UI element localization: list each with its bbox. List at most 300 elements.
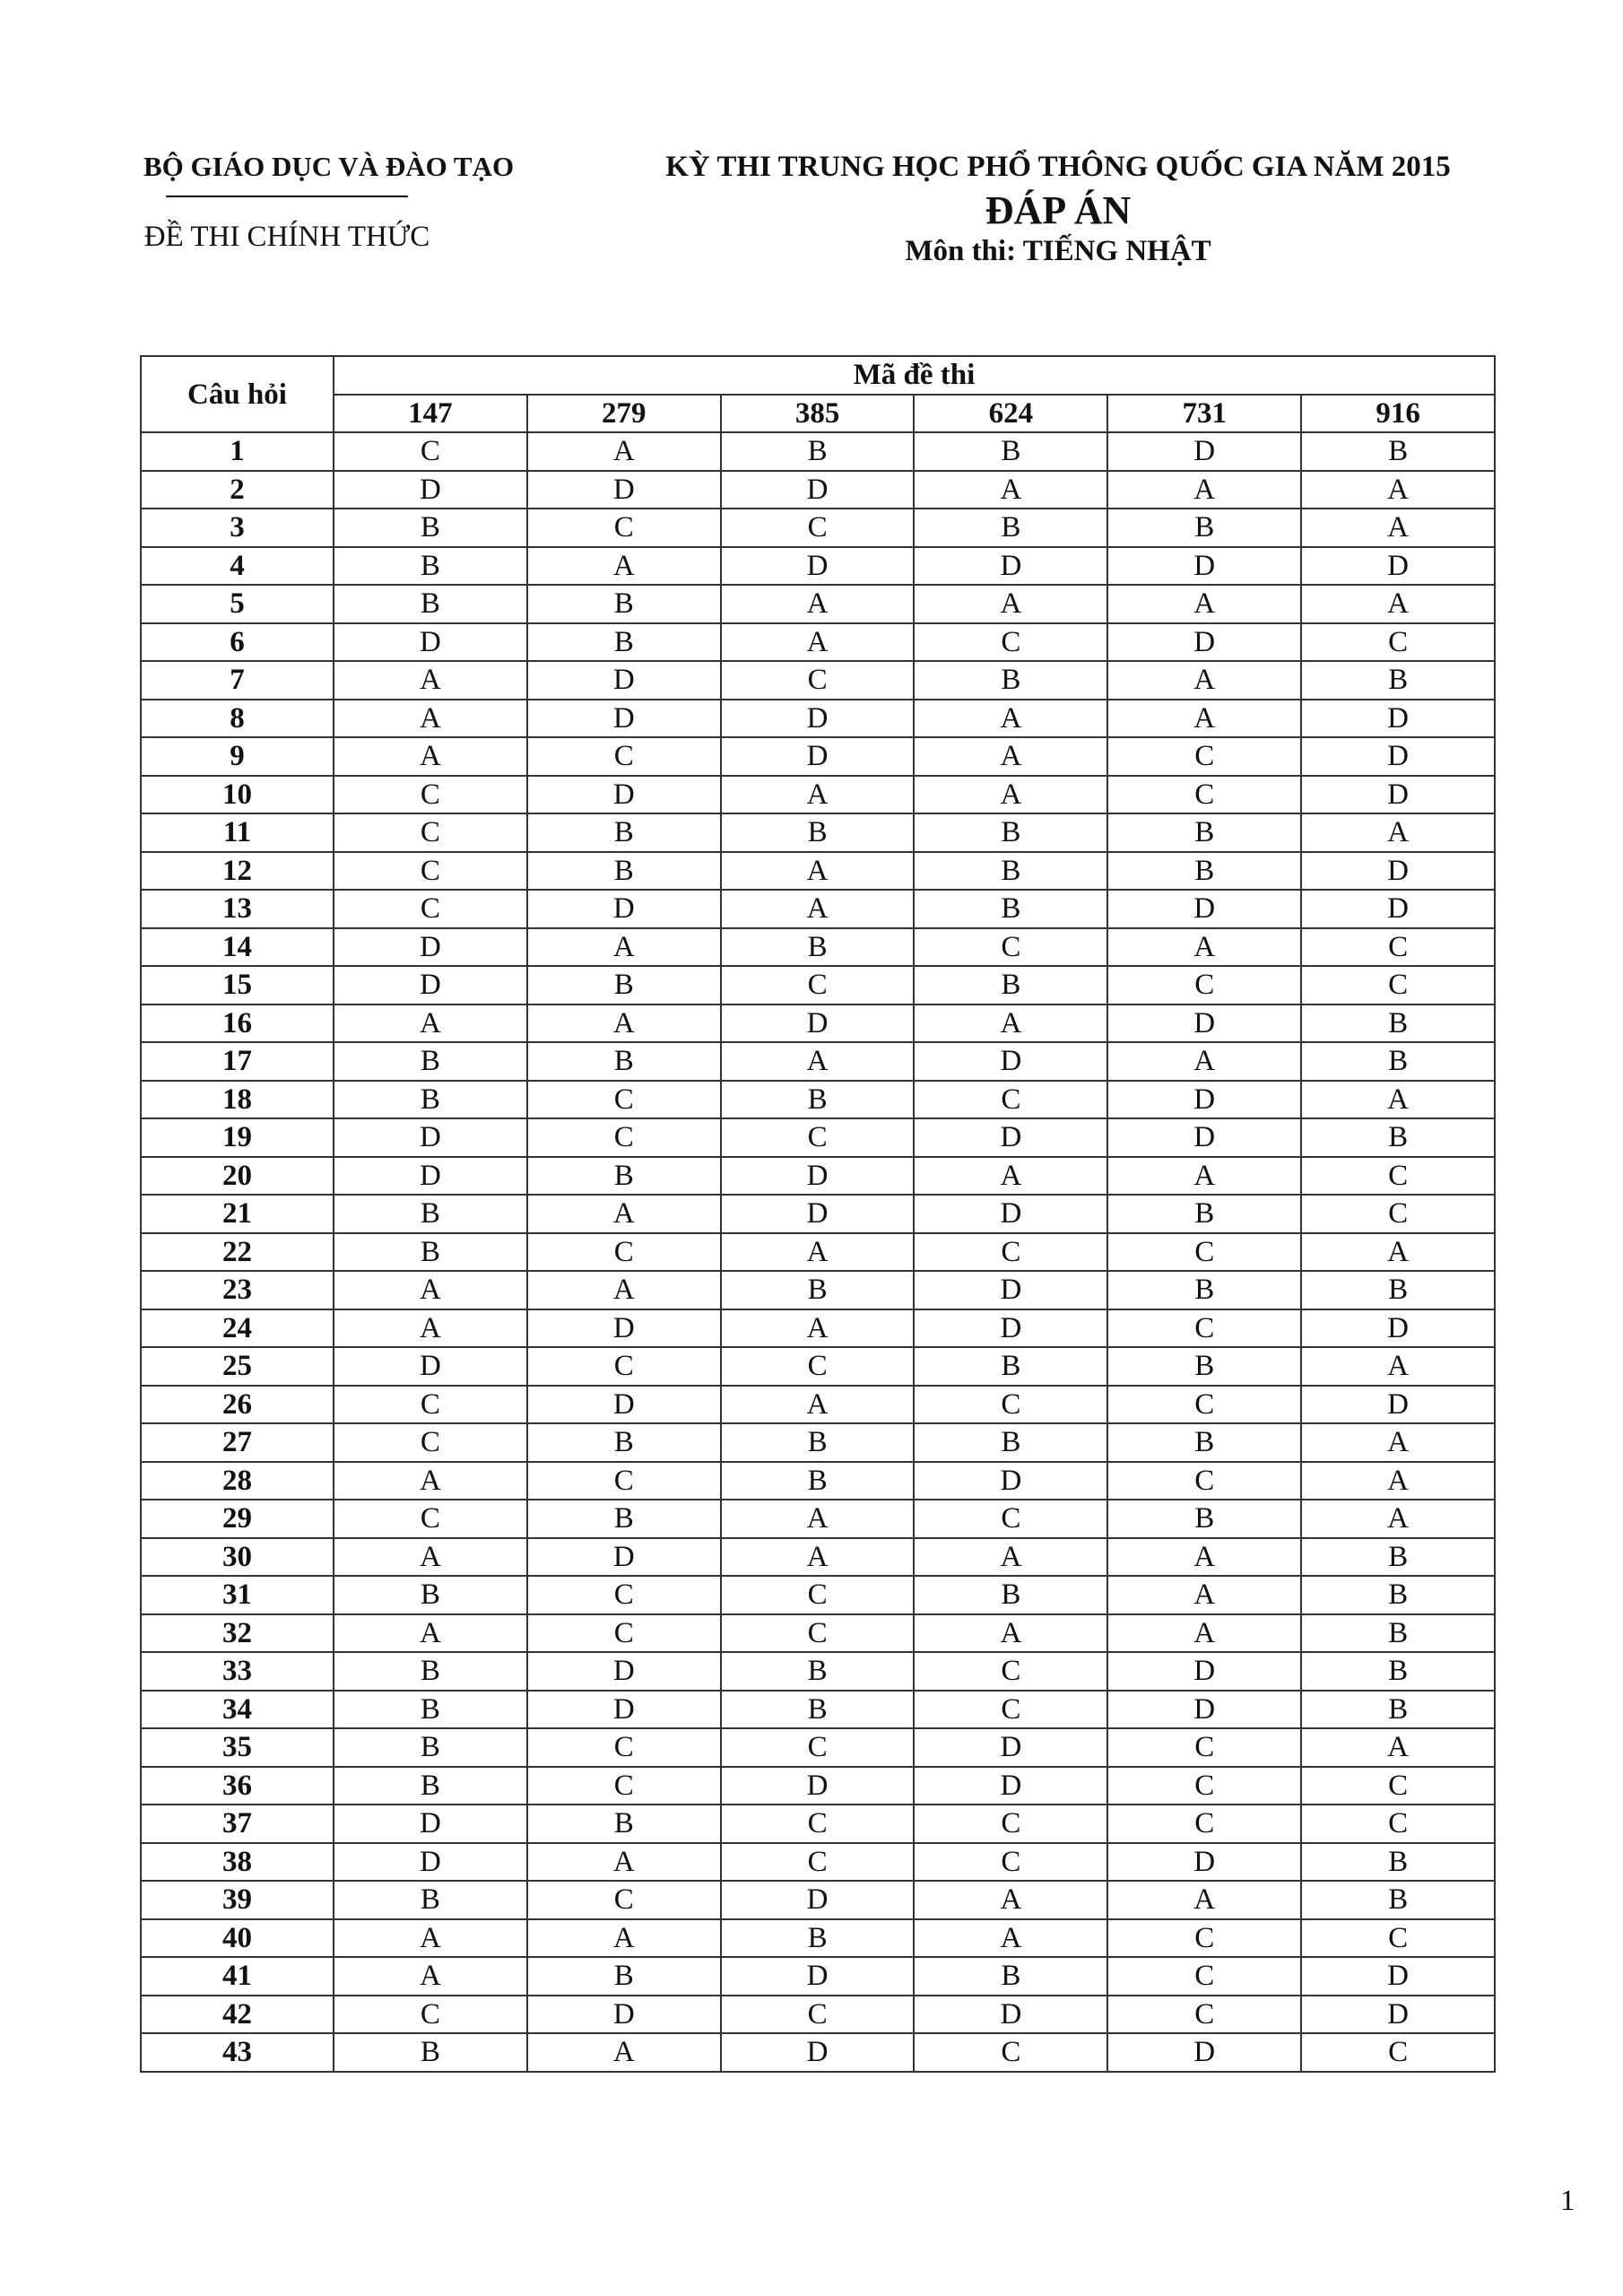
table-row	[141, 928, 1495, 967]
table-row	[141, 1118, 1495, 1157]
header-right	[619, 151, 1497, 268]
table-header-row	[141, 356, 1495, 395]
answer-cell: C	[1301, 1805, 1495, 1843]
answer-cell: C	[1107, 737, 1301, 776]
answer-cell: D	[914, 1309, 1107, 1348]
answer-cell: C	[914, 1386, 1107, 1424]
exam-title: KỲ THI TRUNG HỌC PHỔ THÔNG QUỐC GIA NĂM 2015	[665, 151, 1451, 183]
answer-cell: C	[527, 1881, 721, 1919]
answer-cell: B	[914, 813, 1107, 852]
exam-code-279: 279	[527, 395, 721, 433]
answer-cell: B	[334, 1042, 527, 1081]
answer-cell: C	[527, 1347, 721, 1386]
question-number: 12	[141, 852, 334, 891]
table-row	[141, 471, 1495, 509]
answer-cell: C	[334, 1500, 527, 1538]
answer-key-title: ĐÁP ÁN	[985, 188, 1132, 232]
answer-cell: C	[527, 1728, 721, 1767]
table-row	[141, 890, 1495, 928]
answer-cell: A	[1301, 1081, 1495, 1119]
answer-cell: B	[527, 1042, 721, 1081]
table-row	[141, 585, 1495, 623]
answer-cell: C	[334, 1996, 527, 2034]
answer-cell: B	[527, 1500, 721, 1538]
answer-cell: A	[527, 1843, 721, 1882]
answer-cell: B	[1107, 813, 1301, 852]
question-number: 36	[141, 1767, 334, 1805]
answer-cell: B	[914, 509, 1107, 547]
answer-cell: A	[721, 585, 915, 623]
answer-cell: C	[1107, 776, 1301, 814]
answer-cell: B	[334, 1881, 527, 1919]
answer-cell: B	[914, 966, 1107, 1004]
exam-code-624: 624	[914, 395, 1107, 433]
answer-cell: A	[527, 432, 721, 471]
question-number: 33	[141, 1652, 334, 1691]
question-number: 23	[141, 1271, 334, 1309]
question-number: 16	[141, 1004, 334, 1043]
exam-code-147: 147	[334, 395, 527, 433]
answer-cell: A	[721, 852, 915, 891]
answer-cell: A	[1107, 1042, 1301, 1081]
answer-cell: C	[1107, 1233, 1301, 1272]
question-number: 14	[141, 928, 334, 967]
table-row	[141, 776, 1495, 814]
answer-cell: B	[1301, 1843, 1495, 1882]
answer-cell: C	[914, 1233, 1107, 1272]
answer-cell: C	[527, 1081, 721, 1119]
answer-cell: C	[914, 1691, 1107, 1729]
answer-cell: C	[1301, 1767, 1495, 1805]
answer-cell: C	[914, 1081, 1107, 1119]
answer-cell: C	[721, 1118, 915, 1157]
answer-cell: B	[914, 890, 1107, 928]
answer-cell: D	[914, 1118, 1107, 1157]
answer-cell: D	[914, 1042, 1107, 1081]
answer-cell: A	[334, 1614, 527, 1653]
question-number: 31	[141, 1576, 334, 1614]
answer-cell: D	[1301, 1996, 1495, 2034]
answer-cell: D	[721, 471, 915, 509]
answer-cell: B	[1107, 852, 1301, 891]
answer-cell: C	[334, 890, 527, 928]
answer-cell: A	[721, 1233, 915, 1272]
table-row	[141, 1347, 1495, 1386]
answer-cell: B	[527, 1157, 721, 1196]
answer-cell: B	[1301, 1881, 1495, 1919]
answer-cell: D	[334, 1118, 527, 1157]
ministry-name: BỘ GIÁO DỤC VÀ ĐÀO TẠO	[143, 151, 515, 182]
question-number: 2	[141, 471, 334, 509]
answer-cell: D	[721, 1157, 915, 1196]
answer-cell: B	[721, 928, 915, 967]
question-number: 11	[141, 813, 334, 852]
question-number: 28	[141, 1462, 334, 1500]
question-number: 1	[141, 432, 334, 471]
question-number: 25	[141, 1347, 334, 1386]
answer-cell: D	[1107, 1652, 1301, 1691]
answer-cell: A	[1107, 661, 1301, 700]
answer-cell: C	[721, 1347, 915, 1386]
table-row	[141, 1805, 1495, 1843]
answer-cell: B	[721, 813, 915, 852]
table-row	[141, 1881, 1495, 1919]
answer-cell: A	[721, 623, 915, 662]
table-row	[141, 1767, 1495, 1805]
table-row	[141, 1728, 1495, 1767]
answer-cell: D	[914, 1462, 1107, 1500]
answer-cell: D	[334, 966, 527, 1004]
question-number: 35	[141, 1728, 334, 1767]
answer-cell: B	[1107, 1195, 1301, 1233]
answer-cell: B	[334, 509, 527, 547]
answer-cell: C	[1107, 1462, 1301, 1500]
answer-cell: B	[1107, 1423, 1301, 1462]
question-number: 13	[141, 890, 334, 928]
table-row	[141, 1081, 1495, 1119]
answer-cell: C	[527, 1767, 721, 1805]
question-number: 34	[141, 1691, 334, 1729]
answer-cell: C	[1301, 1157, 1495, 1196]
question-number: 24	[141, 1309, 334, 1348]
answer-cell: C	[721, 1805, 915, 1843]
answer-cell: A	[334, 1004, 527, 1043]
question-number: 29	[141, 1500, 334, 1538]
answer-cell: A	[334, 1462, 527, 1500]
question-number: 7	[141, 661, 334, 700]
answer-cell: D	[334, 623, 527, 662]
question-number: 26	[141, 1386, 334, 1424]
table-row	[141, 661, 1495, 700]
answer-cell: D	[721, 737, 915, 776]
table-row	[141, 1919, 1495, 1958]
question-number: 4	[141, 547, 334, 586]
answer-cell: A	[914, 776, 1107, 814]
official-exam-label: ĐỀ THI CHÍNH THỨC	[143, 221, 430, 253]
question-number: 15	[141, 966, 334, 1004]
question-number: 32	[141, 1614, 334, 1653]
answer-cell: C	[334, 432, 527, 471]
answer-cell: B	[527, 813, 721, 852]
answer-cell: A	[527, 2033, 721, 2072]
table-row	[141, 623, 1495, 662]
table-row	[141, 2033, 1495, 2072]
answer-cell: C	[334, 776, 527, 814]
answer-cell: C	[721, 661, 915, 700]
answer-cell: B	[1301, 1118, 1495, 1157]
answer-cell: D	[1301, 1957, 1495, 1996]
answer-cell: B	[334, 1081, 527, 1119]
answer-cell: D	[1301, 1309, 1495, 1348]
exam-code-916: 916	[1301, 395, 1495, 433]
answer-cell: B	[721, 1271, 915, 1309]
answer-cell: A	[334, 700, 527, 738]
answer-cell: D	[721, 2033, 915, 2072]
answer-cell: C	[527, 1576, 721, 1614]
table-row	[141, 1614, 1495, 1653]
answer-cell: D	[1107, 1004, 1301, 1043]
table-row	[141, 509, 1495, 547]
answer-cell: D	[1107, 1081, 1301, 1119]
answer-cell: B	[1301, 1652, 1495, 1691]
answer-cell: B	[1107, 509, 1301, 547]
answer-cell: D	[527, 776, 721, 814]
answer-cell: B	[721, 1081, 915, 1119]
answer-cell: D	[1107, 432, 1301, 471]
answer-cell: B	[527, 1957, 721, 1996]
answer-cell: D	[1107, 547, 1301, 586]
answer-cell: B	[1107, 1500, 1301, 1538]
answer-cell: C	[1107, 1767, 1301, 1805]
question-number: 3	[141, 509, 334, 547]
answer-cell: A	[1301, 1728, 1495, 1767]
answer-cell: A	[914, 1538, 1107, 1577]
question-number: 17	[141, 1042, 334, 1081]
answer-cell: B	[1301, 1614, 1495, 1653]
answer-cell: A	[914, 1614, 1107, 1653]
answer-cell: B	[914, 1957, 1107, 1996]
page-number: 1	[1560, 2185, 1575, 2217]
header-divider	[166, 196, 408, 197]
question-number: 5	[141, 585, 334, 623]
answer-cell: B	[721, 432, 915, 471]
table-row	[141, 1500, 1495, 1538]
answer-cell: C	[721, 1614, 915, 1653]
answer-cell: D	[721, 1957, 915, 1996]
answer-cell: A	[334, 1957, 527, 1996]
answer-cell: B	[1301, 1271, 1495, 1309]
answer-cell: B	[914, 661, 1107, 700]
answer-cell: D	[914, 1195, 1107, 1233]
answer-cell: D	[527, 1652, 721, 1691]
answer-cell: B	[334, 1728, 527, 1767]
answer-cell: C	[527, 509, 721, 547]
answer-cell: A	[914, 700, 1107, 738]
answer-cell: A	[1301, 1500, 1495, 1538]
answer-cell: A	[914, 1919, 1107, 1958]
answer-cell: D	[1301, 1386, 1495, 1424]
answer-cell: D	[334, 1347, 527, 1386]
answer-cell: B	[1301, 432, 1495, 471]
answer-cell: C	[1301, 966, 1495, 1004]
answer-cell: C	[914, 623, 1107, 662]
table-row	[141, 432, 1495, 471]
answer-cell: C	[1107, 1957, 1301, 1996]
answer-cell: A	[914, 737, 1107, 776]
answer-cell: C	[1107, 1728, 1301, 1767]
answer-cell: A	[721, 1500, 915, 1538]
answer-cell: C	[334, 1386, 527, 1424]
answer-cell: B	[1301, 1004, 1495, 1043]
answer-cell: D	[527, 1309, 721, 1348]
question-column-header: Câu hỏi	[141, 356, 334, 432]
question-number: 10	[141, 776, 334, 814]
answer-cell: D	[1107, 1691, 1301, 1729]
answer-cell: B	[914, 1423, 1107, 1462]
answer-cell: A	[334, 1538, 527, 1577]
answer-cell: A	[1301, 1423, 1495, 1462]
answer-cell: C	[527, 1118, 721, 1157]
question-number: 39	[141, 1881, 334, 1919]
question-number: 19	[141, 1118, 334, 1157]
answers-body	[141, 432, 1495, 2072]
answer-cell: C	[1301, 1919, 1495, 1958]
answer-cell: B	[334, 1767, 527, 1805]
answer-cell: C	[1107, 1386, 1301, 1424]
answer-cell: D	[1107, 2033, 1301, 2072]
answer-cell: D	[527, 471, 721, 509]
answer-cell: A	[527, 928, 721, 967]
answer-cell: A	[1107, 1538, 1301, 1577]
answer-cell: B	[1107, 1347, 1301, 1386]
answer-cell: C	[334, 852, 527, 891]
question-number: 8	[141, 700, 334, 738]
question-number: 43	[141, 2033, 334, 2072]
answer-cell: B	[721, 1691, 915, 1729]
answer-cell: D	[334, 1843, 527, 1882]
answer-cell: A	[1301, 1233, 1495, 1272]
answer-cell: D	[1107, 623, 1301, 662]
answer-cell: A	[721, 1538, 915, 1577]
answer-cell: A	[914, 1157, 1107, 1196]
answer-cell: C	[914, 1652, 1107, 1691]
answer-cell: A	[1107, 1157, 1301, 1196]
exam-code-header: Mã đề thi	[334, 356, 1495, 395]
answer-cell: D	[527, 1996, 721, 2034]
answer-cell: B	[334, 1576, 527, 1614]
answer-cell: D	[1107, 890, 1301, 928]
answer-cell: B	[1301, 1042, 1495, 1081]
table-row	[141, 737, 1495, 776]
exam-codes-row	[141, 395, 1495, 433]
answer-cell: A	[1107, 700, 1301, 738]
answer-cell: A	[527, 1271, 721, 1309]
question-number: 20	[141, 1157, 334, 1196]
answer-cell: A	[1301, 509, 1495, 547]
answer-cell: B	[334, 547, 527, 586]
table-header	[141, 356, 1495, 432]
answer-cell: D	[914, 1271, 1107, 1309]
answer-cell: A	[914, 1881, 1107, 1919]
question-number: 27	[141, 1423, 334, 1462]
answer-cell: A	[721, 890, 915, 928]
answer-cell: C	[334, 813, 527, 852]
answer-cell: D	[527, 661, 721, 700]
answer-cell: C	[914, 1500, 1107, 1538]
answer-cell: C	[1107, 1919, 1301, 1958]
answer-cell: B	[527, 1423, 721, 1462]
table-row	[141, 1157, 1495, 1196]
answer-cell: A	[334, 661, 527, 700]
answer-cell: C	[721, 1728, 915, 1767]
answer-cell: B	[914, 1576, 1107, 1614]
answer-cell: D	[721, 1195, 915, 1233]
answer-cell: B	[527, 966, 721, 1004]
answer-cell: B	[1301, 1538, 1495, 1577]
subject-label: Môn thi: TIẾNG NHẬT	[905, 235, 1211, 267]
answer-cell: B	[527, 585, 721, 623]
answer-cell: D	[721, 1004, 915, 1043]
answer-cell: B	[721, 1652, 915, 1691]
table-row	[141, 1576, 1495, 1614]
answer-cell: A	[527, 1004, 721, 1043]
answer-cell: D	[334, 471, 527, 509]
answer-cell: C	[914, 1805, 1107, 1843]
answer-cell: C	[527, 1233, 721, 1272]
answer-cell: C	[527, 737, 721, 776]
answer-cell: D	[334, 928, 527, 967]
table-row	[141, 1691, 1495, 1729]
answer-cell: A	[527, 1919, 721, 1958]
exam-code-385: 385	[721, 395, 915, 433]
table-row	[141, 547, 1495, 586]
answer-cell: D	[527, 890, 721, 928]
question-number: 18	[141, 1081, 334, 1119]
answer-cell: D	[721, 1881, 915, 1919]
table-row	[141, 1386, 1495, 1424]
question-number: 9	[141, 737, 334, 776]
answer-cell: A	[1301, 1462, 1495, 1500]
answer-cell: A	[1301, 813, 1495, 852]
answer-cell: D	[721, 547, 915, 586]
exam-code-731: 731	[1107, 395, 1301, 433]
answer-cell: D	[721, 1767, 915, 1805]
answer-cell: A	[527, 1195, 721, 1233]
answer-cell: C	[914, 2033, 1107, 2072]
table-row	[141, 1271, 1495, 1309]
table-row	[141, 1462, 1495, 1500]
table-row	[141, 1309, 1495, 1348]
question-number: 21	[141, 1195, 334, 1233]
answer-cell: A	[334, 1309, 527, 1348]
answer-cell: A	[1301, 1347, 1495, 1386]
question-number: 6	[141, 623, 334, 662]
answer-cell: C	[334, 1423, 527, 1462]
answer-cell: A	[334, 1271, 527, 1309]
answer-cell: D	[1301, 890, 1495, 928]
answer-cell: C	[1107, 1805, 1301, 1843]
answer-cell: A	[1107, 585, 1301, 623]
table-row	[141, 1233, 1495, 1272]
table-row	[141, 1423, 1495, 1462]
answer-cell: A	[1107, 1614, 1301, 1653]
answer-cell: C	[914, 1843, 1107, 1882]
table-row	[141, 1042, 1495, 1081]
table-row	[141, 1843, 1495, 1882]
answer-cell: C	[721, 1576, 915, 1614]
answer-cell: A	[914, 585, 1107, 623]
answer-cell: B	[1301, 1691, 1495, 1729]
table-row	[141, 1004, 1495, 1043]
answer-cell: B	[334, 1691, 527, 1729]
answer-cell: D	[1301, 547, 1495, 586]
answer-cell: D	[914, 1728, 1107, 1767]
answer-cell: C	[721, 1843, 915, 1882]
answer-cell: A	[1107, 1881, 1301, 1919]
answer-cell: D	[334, 1805, 527, 1843]
answer-cell: B	[334, 585, 527, 623]
answer-cell: C	[1107, 966, 1301, 1004]
answer-cell: C	[1301, 2033, 1495, 2072]
answer-cell: D	[1301, 737, 1495, 776]
answer-cell: B	[1301, 661, 1495, 700]
answer-cell: D	[527, 1386, 721, 1424]
question-number: 38	[141, 1843, 334, 1882]
answer-cell: C	[721, 966, 915, 1004]
answer-cell: A	[334, 1919, 527, 1958]
answer-cell: B	[914, 1347, 1107, 1386]
answer-cell: D	[1107, 1118, 1301, 1157]
